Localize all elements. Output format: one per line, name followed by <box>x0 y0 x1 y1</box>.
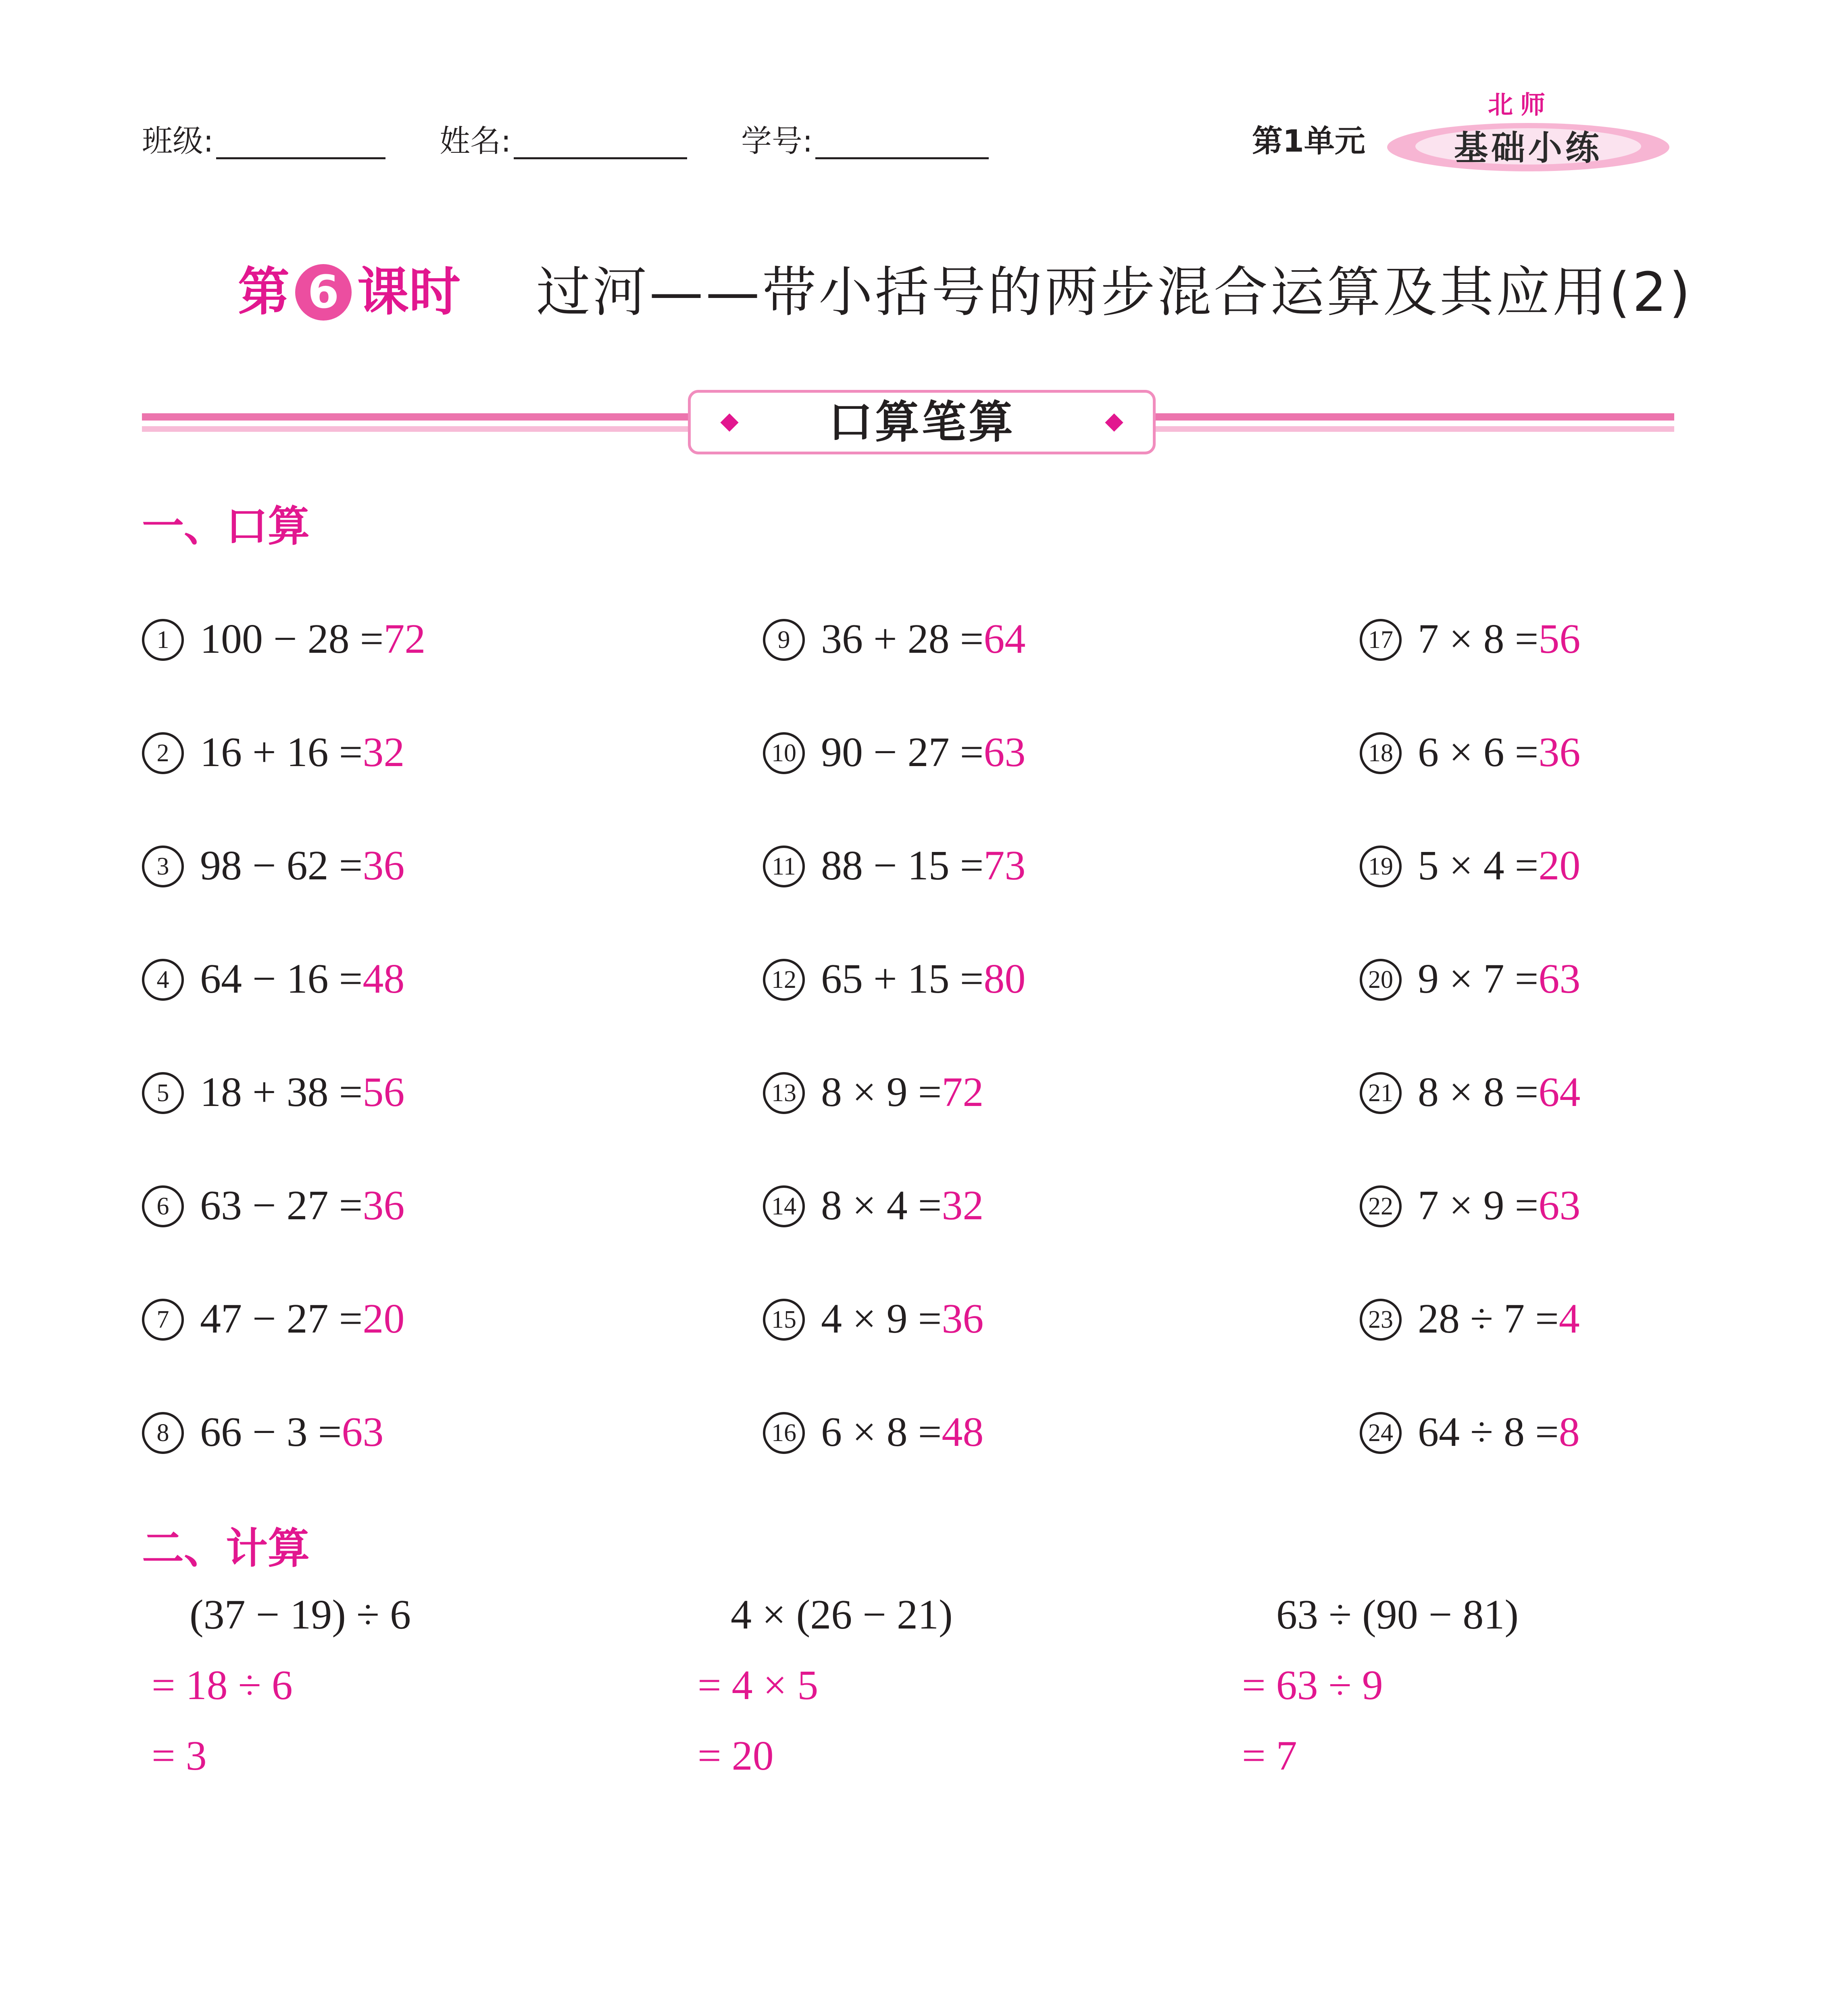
problem-answer: 64 <box>1538 1069 1581 1115</box>
problem-answer: 4 <box>1558 1295 1580 1342</box>
problem-answer: 32 <box>363 729 405 775</box>
problem-answer: 20 <box>1538 842 1581 889</box>
problem-question: 18 + 38 = <box>200 1069 363 1115</box>
oral-problem <box>142 1179 404 1232</box>
problem-answer: 63 <box>1538 1182 1581 1229</box>
problem-question: 88 − 15 = <box>821 842 984 889</box>
problem-question: 90 − 27 = <box>821 729 984 775</box>
problem-number: 10 <box>763 732 805 774</box>
problem-question: 4 × 9 = <box>821 1295 942 1342</box>
oral-problem <box>763 726 1025 779</box>
calc-step: = 3 <box>152 1733 207 1779</box>
problem-number: 1 <box>142 619 184 661</box>
class-field <box>142 123 385 159</box>
problem-answer: 48 <box>363 956 405 1002</box>
class-input-line[interactable] <box>216 129 385 159</box>
oral-problem <box>142 1406 383 1458</box>
problem-question: 28 ÷ 7 = <box>1418 1295 1559 1342</box>
problem-question: 66 − 3 = <box>200 1409 342 1455</box>
oral-problem <box>1360 839 1580 892</box>
problem-question: 64 − 16 = <box>200 956 363 1002</box>
oral-problem <box>142 953 404 1005</box>
problem-question: 64 ÷ 8 = <box>1418 1409 1559 1455</box>
oral-problem <box>763 1179 983 1232</box>
name-label: 姓名: <box>440 123 511 159</box>
problem-number: 22 <box>1360 1185 1402 1227</box>
problem-number: 4 <box>142 959 184 1001</box>
problem-question: 98 − 62 = <box>200 842 363 889</box>
problem-question: 6 × 8 = <box>821 1409 942 1455</box>
oral-problem <box>142 613 425 665</box>
problem-question: 9 × 7 = <box>1418 956 1539 1002</box>
calc-expression: 63 ÷ (90 − 81) <box>1276 1591 1519 1638</box>
brand-logo <box>1387 85 1677 177</box>
banner-title: 口算笔算 <box>828 396 1015 448</box>
problem-answer: 63 <box>1538 956 1581 1002</box>
name-field <box>440 123 687 159</box>
problem-question: 63 − 27 = <box>200 1182 363 1229</box>
oral-problem <box>763 613 1025 665</box>
brand-main-text: 基础小练 <box>1454 128 1602 168</box>
problem-number: 14 <box>763 1185 805 1227</box>
problem-answer: 56 <box>363 1069 405 1115</box>
problem-number: 7 <box>142 1299 184 1341</box>
problem-answer: 64 <box>983 616 1026 662</box>
problem-answer: 56 <box>1538 616 1581 662</box>
oral-problem <box>142 1293 404 1345</box>
problem-answer: 72 <box>383 616 426 662</box>
oral-problem <box>1360 726 1580 779</box>
calc-step: = 4 × 5 <box>698 1662 819 1708</box>
problem-number: 17 <box>1360 619 1402 661</box>
unit-label: 第1单元 <box>1252 123 1365 159</box>
problem-question: 7 × 8 = <box>1418 616 1539 662</box>
lesson-suffix: 课时 <box>357 262 461 322</box>
oral-problem <box>142 726 404 779</box>
oral-problem <box>1360 953 1580 1005</box>
student-id-field <box>741 123 989 159</box>
page-title: 过河——带小括号的两步混合运算及其应用(2) <box>536 261 1693 324</box>
problem-number: 2 <box>142 732 184 774</box>
calc-expression: 4 × (26 − 21) <box>731 1591 953 1638</box>
brand-top-text: 北师 <box>1488 90 1553 119</box>
problem-number: 23 <box>1360 1299 1402 1341</box>
calc-step: = 20 <box>698 1733 774 1779</box>
student-id-input-line[interactable] <box>815 129 989 159</box>
problem-number: 19 <box>1360 846 1402 887</box>
oral-problem <box>1360 1293 1580 1345</box>
student-id-label: 学号: <box>741 123 813 159</box>
lesson-prefix: 第 <box>238 262 290 322</box>
problem-number: 24 <box>1360 1412 1402 1454</box>
problem-question: 6 × 6 = <box>1418 729 1539 775</box>
problem-answer: 36 <box>1538 729 1581 775</box>
problem-number: 12 <box>763 959 805 1001</box>
calc-step: = 7 <box>1242 1733 1297 1779</box>
calc-expression: (37 − 19) ÷ 6 <box>190 1591 411 1638</box>
problem-number: 11 <box>763 846 805 887</box>
lesson-number-badge: 6 <box>295 264 352 321</box>
name-input-line[interactable] <box>514 129 687 159</box>
calc-step: = 18 ÷ 6 <box>152 1662 293 1708</box>
problem-answer: 63 <box>342 1409 384 1455</box>
problem-answer: 36 <box>942 1295 984 1342</box>
section-heading-calc: 二、计算 <box>142 1524 310 1573</box>
problem-number: 16 <box>763 1412 805 1454</box>
problem-number: 5 <box>142 1072 184 1114</box>
problem-number: 9 <box>763 619 805 661</box>
problem-number: 18 <box>1360 732 1402 774</box>
lesson-label <box>238 258 460 327</box>
problem-number: 6 <box>142 1185 184 1227</box>
problem-number: 21 <box>1360 1072 1402 1114</box>
problem-question: 8 × 8 = <box>1418 1069 1539 1115</box>
problem-question: 7 × 9 = <box>1418 1182 1539 1229</box>
oral-problem <box>763 1066 983 1118</box>
oral-problem <box>763 1293 983 1345</box>
oral-problem <box>1360 613 1580 665</box>
problem-answer: 20 <box>363 1295 405 1342</box>
oral-problem <box>763 1406 983 1458</box>
problem-question: 8 × 4 = <box>821 1182 942 1229</box>
section-banner <box>688 390 1156 454</box>
problem-question: 16 + 16 = <box>200 729 363 775</box>
problem-answer: 36 <box>363 842 405 889</box>
problem-question: 47 − 27 = <box>200 1295 363 1342</box>
problem-answer: 72 <box>942 1069 984 1115</box>
calc-step: = 63 ÷ 9 <box>1242 1662 1383 1708</box>
problem-answer: 48 <box>942 1409 984 1455</box>
problem-number: 15 <box>763 1299 805 1341</box>
problem-answer: 73 <box>983 842 1026 889</box>
problem-answer: 80 <box>983 956 1026 1002</box>
problem-question: 36 + 28 = <box>821 616 984 662</box>
oral-problem <box>763 953 1025 1005</box>
problem-number: 8 <box>142 1412 184 1454</box>
oral-problem <box>1360 1179 1580 1232</box>
oral-problem <box>142 839 404 892</box>
problem-number: 3 <box>142 846 184 887</box>
problem-answer: 63 <box>983 729 1026 775</box>
oral-problem <box>1360 1406 1580 1458</box>
problem-question: 5 × 4 = <box>1418 842 1539 889</box>
class-label: 班级: <box>142 123 214 159</box>
oral-problem <box>1360 1066 1580 1118</box>
problem-answer: 8 <box>1558 1409 1580 1455</box>
oral-problem <box>763 839 1025 892</box>
problem-question: 65 + 15 = <box>821 956 984 1002</box>
oral-problem <box>142 1066 404 1118</box>
problem-question: 100 − 28 = <box>200 616 384 662</box>
problem-number: 13 <box>763 1072 805 1114</box>
problem-answer: 32 <box>942 1182 984 1229</box>
problem-number: 20 <box>1360 959 1402 1001</box>
problem-answer: 36 <box>363 1182 405 1229</box>
section-heading-oral: 一、口算 <box>142 502 310 551</box>
problem-question: 8 × 9 = <box>821 1069 942 1115</box>
